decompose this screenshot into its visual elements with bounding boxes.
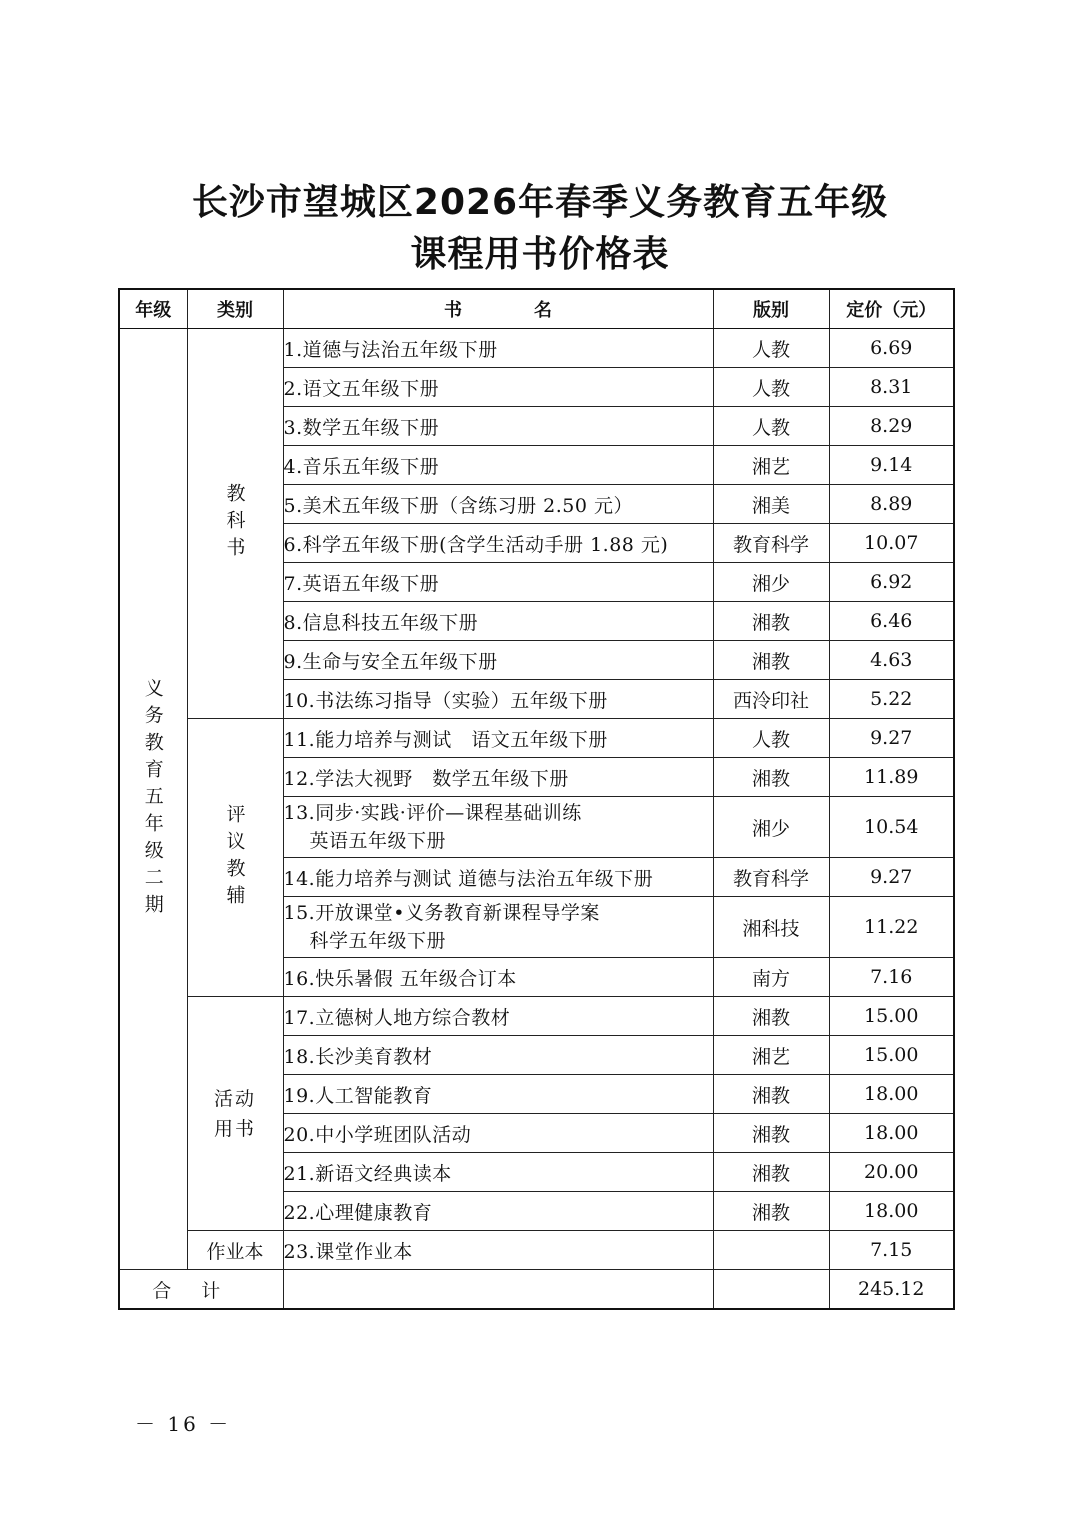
publisher-cell: 湘教 bbox=[713, 758, 829, 797]
publisher-cell: 湘艺 bbox=[713, 446, 829, 485]
publisher-cell: 湘教 bbox=[713, 997, 829, 1036]
book-name-cell bbox=[283, 719, 713, 758]
book-name: 9.生命与安全五年级下册 bbox=[283, 650, 498, 673]
category-cell-activity: 活动用书 bbox=[187, 997, 283, 1231]
book-name-cell bbox=[283, 797, 713, 858]
publisher-cell: 湘美 bbox=[713, 485, 829, 524]
publisher-cell: 湘教 bbox=[713, 602, 829, 641]
book-name-cell bbox=[283, 1075, 713, 1114]
grade-cell: 义务教育五年级二期 bbox=[119, 329, 187, 1270]
book-name: 6.科学五年级下册(含学生活动手册 1.88 元) bbox=[283, 533, 669, 556]
price-cell: 15.00 bbox=[829, 1036, 954, 1075]
total-price: 245.12 bbox=[829, 1270, 954, 1310]
publisher-cell: 南方 bbox=[713, 958, 829, 997]
book-name-cell bbox=[283, 897, 713, 958]
publisher-cell: 教育科学 bbox=[713, 858, 829, 897]
book-name: 13.同步·实践·评价—课程基础训练 bbox=[283, 802, 582, 824]
price-cell: 7.16 bbox=[829, 958, 954, 997]
publisher-cell bbox=[713, 1231, 829, 1270]
book-name: 23.课堂作业本 bbox=[283, 1240, 413, 1263]
book-name-cell bbox=[283, 680, 713, 719]
book-name-cell bbox=[283, 446, 713, 485]
page-title-line2: 课程用书价格表 bbox=[410, 234, 670, 275]
book-name-cell bbox=[283, 1231, 713, 1270]
publisher-cell: 湘教 bbox=[713, 641, 829, 680]
publisher-cell: 教育科学 bbox=[713, 524, 829, 563]
book-name-cell bbox=[283, 1036, 713, 1075]
price-cell: 6.46 bbox=[829, 602, 954, 641]
book-name: 14.能力培养与测试 道德与法治五年级下册 bbox=[283, 867, 654, 890]
table-header-row bbox=[119, 289, 954, 329]
publisher-cell: 湘教 bbox=[713, 1114, 829, 1153]
book-name: 11.能力培养与测试 语文五年级下册 bbox=[283, 728, 608, 751]
book-name-cell bbox=[283, 563, 713, 602]
publisher-cell: 湘少 bbox=[713, 563, 829, 602]
price-cell: 10.07 bbox=[829, 524, 954, 563]
book-name: 5.美术五年级下册（含练习册 2.50 元） bbox=[283, 494, 634, 517]
table-row bbox=[119, 1231, 954, 1270]
price-cell: 8.29 bbox=[829, 407, 954, 446]
publisher-cell: 人教 bbox=[713, 368, 829, 407]
price-cell: 5.22 bbox=[829, 680, 954, 719]
publisher-cell: 人教 bbox=[713, 407, 829, 446]
book-name: 15.开放课堂•义务教育新课程导学案 bbox=[283, 902, 600, 924]
price-cell: 9.14 bbox=[829, 446, 954, 485]
book-name: 17.立德树人地方综合教材 bbox=[283, 1006, 511, 1029]
book-name-cell bbox=[283, 1192, 713, 1231]
book-name: 2.语文五年级下册 bbox=[283, 377, 440, 400]
publisher-cell: 湘教 bbox=[713, 1192, 829, 1231]
total-row bbox=[119, 1270, 954, 1310]
book-name: 8.信息科技五年级下册 bbox=[283, 611, 479, 634]
category-cell-review: 评议教辅 bbox=[187, 719, 283, 997]
total-label: 合计 bbox=[119, 1270, 283, 1310]
publisher-cell: 湘科技 bbox=[713, 897, 829, 958]
header-category: 类别 bbox=[187, 289, 283, 329]
book-name-line2: 英语五年级下册 bbox=[309, 830, 447, 852]
book-name-cell bbox=[283, 641, 713, 680]
book-name-cell bbox=[283, 1114, 713, 1153]
book-name: 19.人工智能教育 bbox=[283, 1084, 433, 1107]
publisher-cell: 湘教 bbox=[713, 1153, 829, 1192]
header-price: 定价（元） bbox=[829, 289, 954, 329]
book-name-cell bbox=[283, 407, 713, 446]
book-name: 20.中小学班团队活动 bbox=[283, 1123, 472, 1146]
book-name: 22.心理健康教育 bbox=[283, 1201, 433, 1224]
category-cell-textbook: 教科书 bbox=[187, 329, 283, 719]
book-name-cell bbox=[283, 602, 713, 641]
book-name: 4.音乐五年级下册 bbox=[283, 455, 440, 478]
page-title-line1: 长沙市望城区2026年春季义务教育五年级 bbox=[191, 182, 889, 223]
price-cell: 9.27 bbox=[829, 719, 954, 758]
book-name-cell bbox=[283, 758, 713, 797]
price-cell: 10.54 bbox=[829, 797, 954, 858]
table-row bbox=[119, 719, 954, 758]
publisher-cell: 湘教 bbox=[713, 1075, 829, 1114]
price-cell: 6.69 bbox=[829, 329, 954, 368]
header-book-name: 书 名 bbox=[283, 289, 713, 329]
book-name-cell bbox=[283, 858, 713, 897]
publisher-cell: 湘艺 bbox=[713, 1036, 829, 1075]
book-name-cell bbox=[283, 958, 713, 997]
table-row bbox=[119, 997, 954, 1036]
category-cell-homework: 作业本 bbox=[187, 1231, 283, 1270]
price-cell: 18.00 bbox=[829, 1192, 954, 1231]
book-name-cell bbox=[283, 329, 713, 368]
price-cell: 18.00 bbox=[829, 1114, 954, 1153]
price-cell: 8.31 bbox=[829, 368, 954, 407]
price-cell: 18.00 bbox=[829, 1075, 954, 1114]
price-cell: 6.92 bbox=[829, 563, 954, 602]
total-name-cell bbox=[283, 1270, 713, 1310]
book-name-cell bbox=[283, 485, 713, 524]
publisher-cell: 西泠印社 bbox=[713, 680, 829, 719]
price-cell: 15.00 bbox=[829, 997, 954, 1036]
price-cell: 7.15 bbox=[829, 1231, 954, 1270]
total-publisher-cell bbox=[713, 1270, 829, 1310]
publisher-cell: 湘少 bbox=[713, 797, 829, 858]
price-table bbox=[118, 288, 955, 1310]
header-publisher: 版别 bbox=[713, 289, 829, 329]
book-name: 3.数学五年级下册 bbox=[283, 416, 440, 439]
book-name: 7.英语五年级下册 bbox=[283, 572, 440, 595]
price-cell: 20.00 bbox=[829, 1153, 954, 1192]
book-name: 12.学法大视野 数学五年级下册 bbox=[283, 767, 569, 790]
book-name: 18.长沙美育教材 bbox=[283, 1045, 433, 1068]
price-cell: 11.89 bbox=[829, 758, 954, 797]
publisher-cell: 人教 bbox=[713, 329, 829, 368]
price-cell: 4.63 bbox=[829, 641, 954, 680]
book-name-cell bbox=[283, 997, 713, 1036]
price-cell: 11.22 bbox=[829, 897, 954, 958]
book-name: 1.道德与法治五年级下册 bbox=[283, 338, 498, 361]
book-name-cell bbox=[283, 524, 713, 563]
book-name: 16.快乐暑假 五年级合订本 bbox=[283, 967, 517, 990]
price-cell: 8.89 bbox=[829, 485, 954, 524]
header-grade: 年级 bbox=[119, 289, 187, 329]
price-cell: 9.27 bbox=[829, 858, 954, 897]
page-number: － 16 － bbox=[135, 1412, 232, 1436]
book-name-line2: 科学五年级下册 bbox=[309, 930, 447, 952]
table-row bbox=[119, 329, 954, 368]
book-name: 21.新语文经典读本 bbox=[283, 1162, 452, 1185]
book-name-cell bbox=[283, 1153, 713, 1192]
book-name: 10.书法练习指导（实验）五年级下册 bbox=[283, 689, 608, 712]
book-name-cell bbox=[283, 368, 713, 407]
publisher-cell: 人教 bbox=[713, 719, 829, 758]
